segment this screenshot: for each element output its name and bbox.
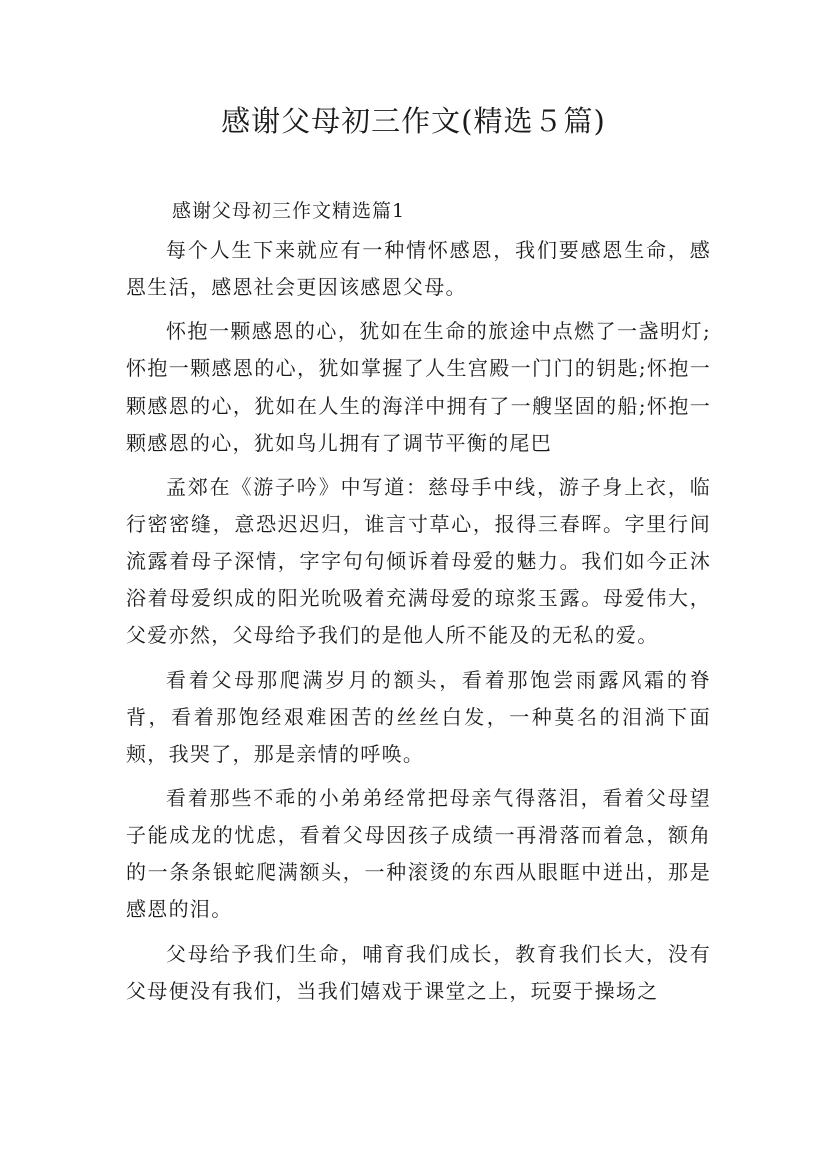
paragraph: 父母给予我们生命，哺育我们成长，教育我们长大，没有父母便没有我们，当我们嬉戏于课堂之上，玩耍于操场之 [126,941,711,1003]
document-title: 感谢父母初三作文(精选５篇) [221,104,606,138]
paragraph: 怀抱一颗感恩的心，犹如在生命的旅途中点燃了一盏明灯;怀抱一颗感恩的心，犹如掌握了人生宫殿一门门的钥匙;怀抱一颗感恩的心，犹如在人生的海洋中拥有了一艘坚固的船;怀抱一颗感恩的心，犹如鸟儿拥有了调节平衡的尾巴 [126,319,711,455]
paragraph: 看着那些不乖的小弟弟经常把母亲气得落泪，看着父母望子能成龙的忧虑，看着父母因孩子成绩一再滑落而着急，额角的一条条银蛇爬满额头，一种滚烫的东西从眼眶中迸出，那是感恩的泪。 [126,786,711,922]
paragraph: 看着父母那爬满岁月的额头，看着那饱尝雨露风霜的脊背，看着那饱经艰难困苦的丝丝白发，一种莫名的泪淌下面颊，我哭了，那是亲情的呼唤。 [126,667,711,766]
paragraph: 每个人生下来就应有一种情怀感恩，我们要感恩生命，感恩生活，感恩社会更因该感恩父母。 [126,238,711,300]
article-body [126,232,711,1017]
paragraph: 孟郊在《游子吟》中写道：慈母手中线，游子身上衣，临行密密缝，意恐迟迟归，谁言寸草心，报得三春晖。字里行间流露着母子深情，字字句句倾诉着母爱的魅力。我们如今正沐浴着母爱织成的阳光吮吸着充满母爱的琼浆玉露。母爱伟大，父爱亦然，父母给予我们的是他人所不能及的无私的爱。 [126,474,711,648]
section-heading: 感谢父母初三作文精选篇1 [172,200,406,222]
